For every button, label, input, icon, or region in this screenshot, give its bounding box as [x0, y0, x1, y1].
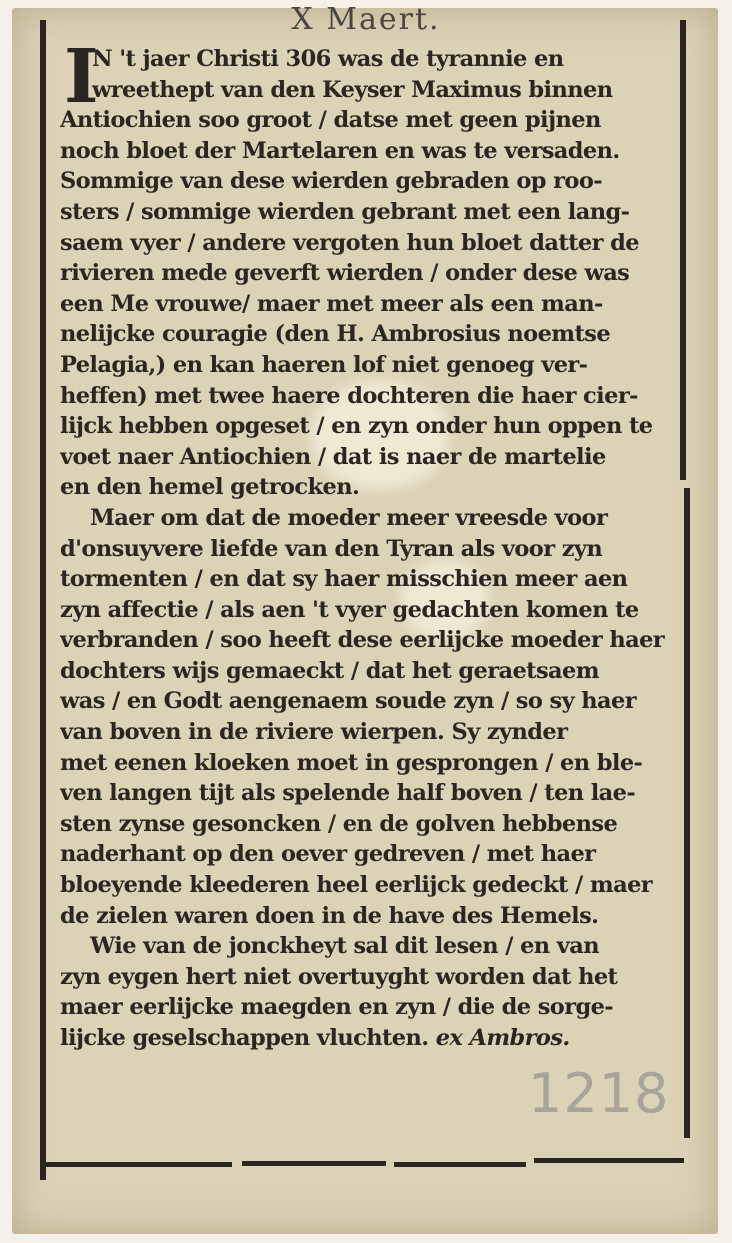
text-line: Maer om dat de moeder meer vreesde voor — [90, 504, 608, 531]
text-line: noch bloet der Martelaren en was te versaden. — [60, 137, 620, 164]
text-line: de zielen waren doen in de have des Hemels. — [60, 902, 599, 929]
text-line: wreethept van den Keyser Maximus binnen — [92, 76, 613, 103]
text-line: voet naer Antiochien / dat is naer de martelie — [60, 443, 606, 470]
text-line: ven langen tijt als spelende half boven / ten lae- — [60, 780, 636, 807]
text-line: rivieren mede geverft wierden / onder dese was — [60, 260, 630, 287]
text-line: d'onsuyvere liefde van den Tyran als voor zyn — [60, 535, 603, 562]
text-line: verbranden / soo heeft dese eerlijcke moeder haer — [60, 627, 665, 654]
page-title: X Maert. — [291, 2, 441, 37]
catalog-number: 1218 — [528, 1062, 670, 1125]
text-line: naderhant op den oever gedreven / met haer — [60, 841, 596, 868]
border-bottom-1 — [40, 1162, 232, 1167]
text-line: met eenen kloeken moet in gesprongen / en ble- — [60, 749, 643, 776]
text-line: tormenten / en dat sy haer misschien meer aen — [60, 566, 628, 593]
border-bottom-3 — [394, 1162, 526, 1167]
text-line: sten zynse gesoncken / en de golven hebbense — [60, 810, 618, 837]
text-line: Pelagia,) en kan haeren lof niet genoeg ver- — [60, 351, 588, 378]
last-line — [60, 1023, 672, 1054]
border-bottom-4 — [534, 1158, 684, 1163]
text-line: van boven in de riviere wierpen. Sy zynder — [60, 719, 568, 746]
drop-cap: I — [64, 34, 99, 120]
text-line: dochters wijs gemaeckt / dat het geraetsaem — [60, 657, 599, 684]
text-line: en den hemel getrocken. — [60, 474, 360, 501]
border-left — [40, 20, 46, 1180]
text-line: lijck hebben opgeset / en zyn onder hun oppen te — [60, 413, 653, 440]
text-line: Antiochien soo groot / datse met geen pijnen — [60, 107, 601, 134]
text-line: zyn eygen hert niet overtuyght worden dat het — [60, 963, 618, 990]
text-line: bloeyende kleederen heel eerlijck gedeckt / maer — [60, 872, 653, 899]
text-line: sters / sommige wierden gebrant met een lang- — [60, 198, 630, 225]
text-line: Sommige van dese wierden gebraden op roo- — [60, 168, 602, 195]
text-line: saem vyer / andere vergoten hun bloet datter de — [60, 229, 639, 256]
text-line: maer eerlijcke maegden en zyn / die de sorge- — [60, 994, 614, 1021]
text-line: zyn affectie / als aen 't vyer gedachten komen te — [60, 596, 639, 623]
source-note: ex Ambros. — [435, 1025, 570, 1051]
text-line: Wie van de jonckheyt sal dit lesen / en van — [90, 933, 600, 960]
text-line: lijcke geselschappen vluchten. — [60, 1025, 429, 1051]
article-body — [60, 34, 672, 1054]
border-bottom-2 — [242, 1161, 386, 1166]
border-right-upper — [680, 20, 686, 480]
text-line: nelijcke couragie (den H. Ambrosius noemtse — [60, 321, 611, 348]
text-line: was / en Godt aengenaem soude zyn / so sy haer — [60, 688, 636, 715]
text-line: een Me vrouwe/ maer met meer als een man- — [60, 290, 603, 317]
text-line: N 't jaer Christi 306 was de tyrannie en — [92, 46, 564, 72]
border-right-lower — [684, 488, 690, 1138]
text-line: heffen) met twee haere dochteren die haer cier- — [60, 382, 638, 409]
